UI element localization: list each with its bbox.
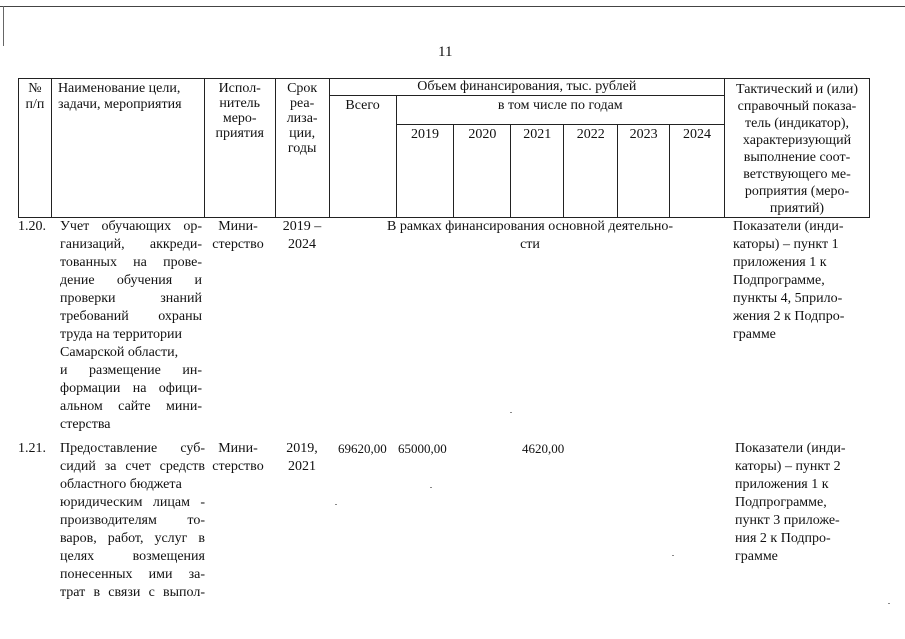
scan-speck [335,504,337,505]
name-line: Учет обучающих ор- [60,219,202,234]
page-number: 11 [438,44,453,60]
indicator-line: Подпрограмме, [735,495,827,510]
header-by-years: в том числе по годам [396,96,725,125]
executor-line: стерство [212,237,264,252]
indicator-line: Показатели (инди- [733,219,844,234]
name-line: сидий за счет средств [60,459,205,474]
row-indicator [735,440,865,566]
term-line: 2021 [288,459,316,474]
executor-line: стерство [212,459,264,474]
header-executor: Испол- нитель меро- приятия [204,79,275,218]
name-line: труда на территории [60,327,183,342]
name-line: областного бюджета [60,477,182,492]
header-term: Срок реа- лиза- ции, годы [275,79,329,218]
header-financing: Объем финансирования, тыс. рублей [329,79,724,96]
header-num: № п/п [19,79,52,218]
cell-2019: 65000,00 [398,441,447,456]
scan-speck [888,603,890,604]
indicator-line: жения 2 к Подпро- [733,309,845,324]
header-name: Наименование цели, задачи, мероприятия [51,79,204,218]
scan-edge-line-left [3,6,4,46]
financing-note [330,218,730,254]
name-line: ганизаций, аккреди- [60,237,202,252]
executor-line: Мини- [218,441,258,456]
row-name [60,440,205,602]
row-executor [203,440,273,476]
indicator-line: пункт 3 приложе- [735,513,840,528]
executor-line: Мини- [218,219,258,234]
name-line: целях возмещения [60,549,205,564]
row-number: 1.20. [18,219,46,234]
name-line: варов, работ, услуг в [60,531,205,546]
header-year-2019: 2019 [396,125,454,218]
scan-edge-line [0,6,905,7]
header-indicator: Тактический и (или) справочный показа-тель (индикатор), характеризующий выполнение соот-ветствующего ме-роприятия (меро-приятий) [725,79,870,218]
row-number: 1.21. [18,441,46,456]
name-line: Самарской области, [60,345,179,360]
indicator-line: ния 2 к Подпро- [735,531,831,546]
name-line: альном сайте мини- [60,399,202,414]
name-line: юридическим лицам - [60,495,205,510]
name-line: проверки знаний [60,291,202,306]
name-line: формации на офици- [60,381,202,396]
header-year-2020: 2020 [454,125,511,218]
scan-speck [672,555,674,556]
name-line: трат в связи с выпол- [60,585,205,600]
term-line: 2019 – [282,219,322,234]
term-line: 2024 [288,237,316,252]
indicator-line: каторы) – пункт 1 [733,237,839,252]
name-line: стерства [60,417,111,432]
header-year-2023: 2023 [618,125,670,218]
note-line: В рамках финансирования основной деятельно- [386,219,674,234]
indicator-line: пункты 4, 5прило- [733,291,843,306]
header-year-2022: 2022 [564,125,618,218]
name-line: требований охраны [60,309,202,324]
indicator-line: грамме [735,549,778,564]
indicator-line: Подпрограмме, [733,273,825,288]
row-name [60,218,202,434]
name-line: дение обучения и [60,273,202,288]
name-line: Предоставление суб- [60,441,205,456]
indicator-line: приложения 1 к [735,477,829,492]
row-term [276,218,328,254]
header-year-2024: 2024 [670,125,725,218]
row-term [276,440,328,476]
indicator-line: каторы) – пункт 2 [735,459,841,474]
table-header [18,78,870,216]
scan-speck [510,412,512,413]
header-total: Всего [329,96,396,218]
name-line: понесенных ими за- [60,567,205,582]
scan-speck [430,487,432,488]
indicator-line: приложения 1 к [733,255,827,270]
indicator-line: Показатели (инди- [735,441,846,456]
name-line: производителям то- [60,513,205,528]
name-line: и размещение ин- [60,363,202,378]
cell-2021: 4620,00 [522,441,565,456]
note-line: сти [520,237,540,252]
term-line: 2019, [286,441,318,456]
cell-total: 69620,00 [338,441,387,456]
name-line: тованных на прове- [60,255,202,270]
header-year-2021: 2021 [511,125,564,218]
row-executor [203,218,273,254]
indicator-line: грамме [733,327,776,342]
row-indicator [733,218,863,344]
